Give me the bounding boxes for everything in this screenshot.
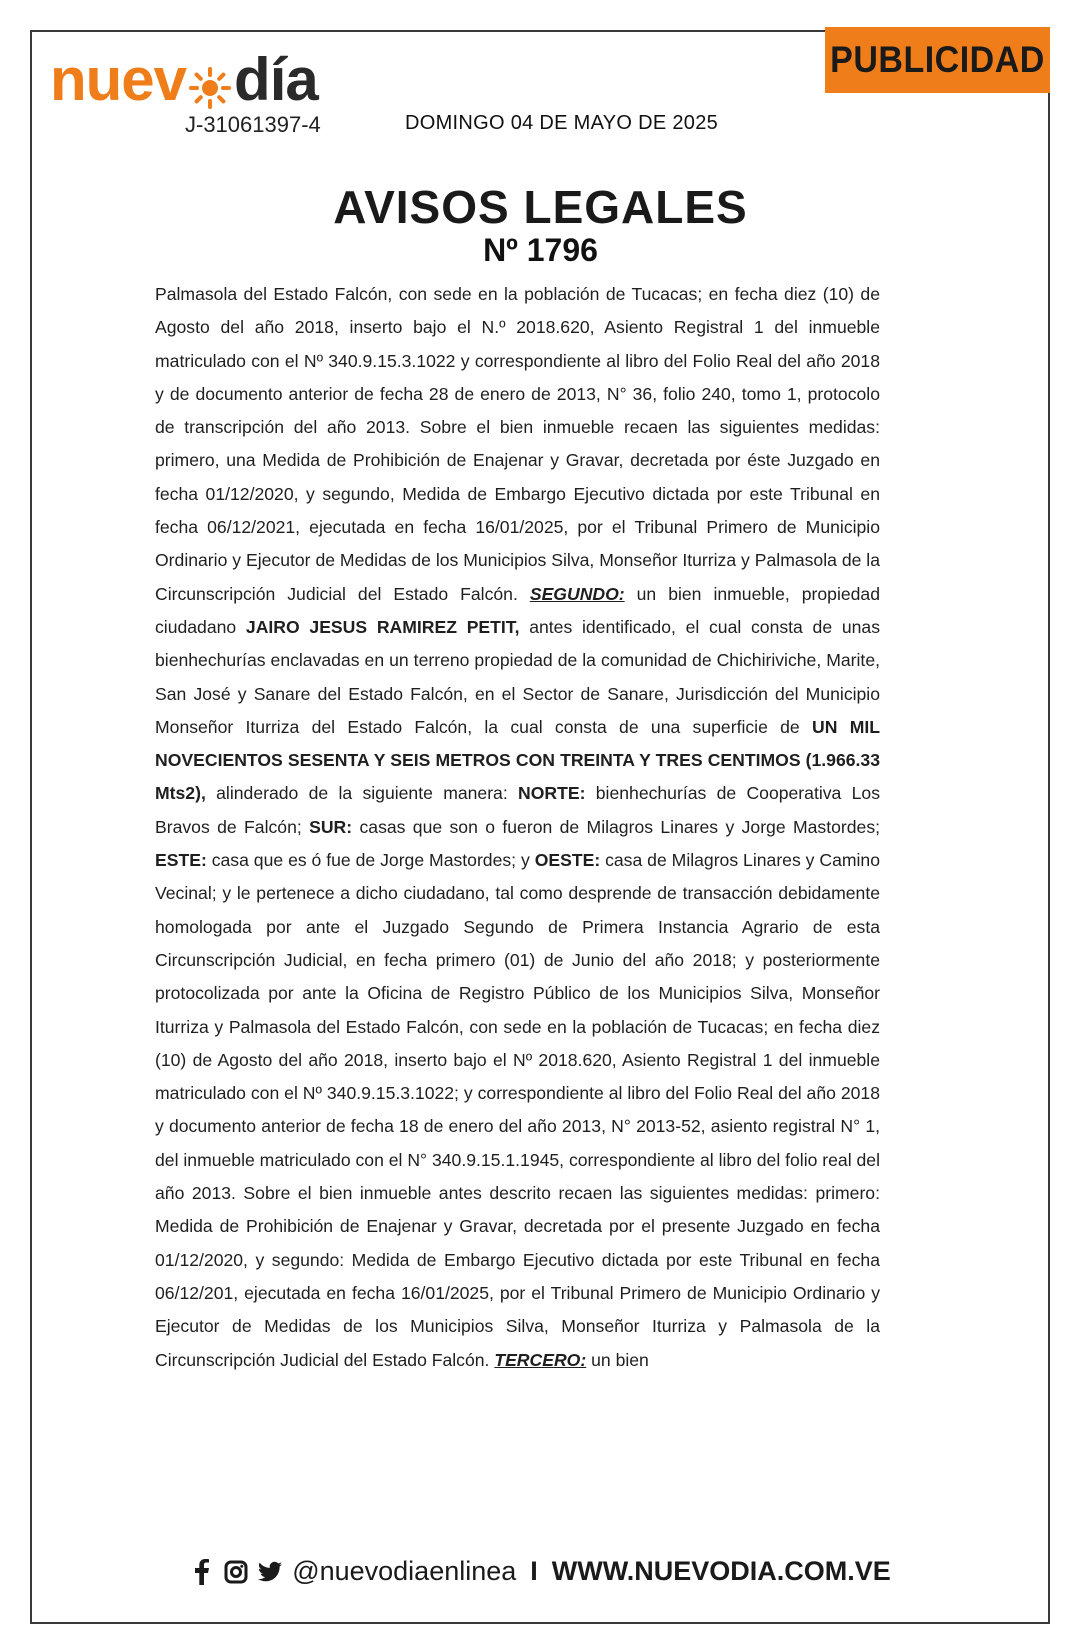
surface-area: UN MIL NOVECIENTOS SESENTA Y SEIS METROS CON TREINTA Y TRES CENTIMOS (1.966.33 Mts2), [155, 716, 880, 804]
footer-separator: I [530, 1556, 538, 1586]
text-run: un bien inmueble, propiedad ciudadano [155, 583, 880, 637]
facebook-icon[interactable] [190, 1559, 214, 1585]
text-run: antes identificado, el cual consta de unas bienhechurías enclavadas en un terreno propiedad de la comunidad de Chichiriviche, Marite, San José y Sanare del Estado Falcón, en el Sector de Sanare, Jurisdicción del Municipio Monseñor Iturriza del Estado Falcón, la cual consta de una superficie de [155, 616, 880, 737]
page-title: AVISOS LEGALES [333, 181, 748, 233]
section-label-segundo: SEGUNDO: [529, 583, 625, 604]
text-run: casas que son o fueron de Milagros Linares y Jorge Mastordes; [352, 816, 881, 837]
text-run: Palmasola del Estado Falcón, con sede en la población de Tucacas; en fecha diez (10) de Agosto del año 2018, inserto bajo el N.º 2018.620, Asiento Registral 1 del inmueble matriculado con el Nº 340.9.15.3.1022 y correspondiente al libro del Folio Real del año 2018 y de documento anterior de fecha 28 de enero de 2013, N° 36, folio 240, tomo 1, protocolo de transcripción del año 2013. Sobre el bien inmueble recaen las siguientes medidas: primero, una Medida de Prohibición de Enajenar y Gravar, decretada por éste Juzgado en fecha 01/12/2020, y segundo, Medida de Embargo Ejecutivo dictada por este Tribunal en fecha 06/12/2021, ejecutada en fecha 16/01/2025, por el Tribunal Primero de Municipio Ordinario y Ejecutor de Medidas de los Municipios Silva, Monseñor Iturriza y Palmasola de la Circunscripción Judicial del Estado Falcón. [155, 284, 880, 604]
boundary-norte-label: NORTE: [518, 783, 586, 804]
notice-number: Nº 1796 [483, 232, 598, 268]
social-handle[interactable]: @nuevodiaenlinea [292, 1556, 517, 1586]
notice-body [155, 278, 880, 1377]
footer [0, 1556, 1081, 1587]
sun-icon [188, 60, 232, 104]
owner-name: JAIRO JESUS RAMIREZ PETIT, [245, 616, 520, 637]
logo-text-left: nuev [50, 46, 187, 113]
website-link[interactable]: WWW.NUEVODIA.COM.VE [551, 1556, 891, 1586]
boundary-este-label: ESTE: [155, 850, 207, 871]
instagram-icon[interactable] [224, 1559, 248, 1585]
text-run: un bien [586, 1349, 649, 1370]
logo-text-right: día [234, 46, 318, 113]
publicidad-badge: PUBLICIDAD [825, 27, 1050, 93]
nuevodia-logo [50, 46, 318, 113]
text-run: bienhechurías de Cooperativa Los Bravos de Falcón; [155, 783, 880, 837]
publication-date: DOMINGO 04 DE MAYO DE 2025 [405, 112, 719, 134]
rif-number: J-31061397-4 [185, 112, 321, 137]
twitter-icon[interactable] [258, 1559, 282, 1585]
text-run: casa de Milagros Linares y Camino Vecinal; y le pertenece a dicho ciudadano, tal como desprende de transacción debidamente homologada por ante el Juzgado Segundo de Primera Instancia Agrario de esta Circunscripción Judicial, en fecha primero (01) de Junio del año 2018; y posteriormente protocolizada por ante la Oficina de Registro Público de los Municipios Silva, Monseñor Iturriza y Palmasola del Estado Falcón, con sede en la población de Tucacas; en fecha diez (10) de Agosto del año 2018, inserto bajo el Nº 2018.620, Asiento Registral 1 del inmueble matriculado con el Nº 340.9.15.3.1022; y correspondiente al libro del Folio Real del año 2018 y documento anterior de fecha 18 de enero del año 2013, N° 2013-52, asiento registral N° 1, del inmueble matriculado con el N° 340.9.15.1.1945, correspondiente al libro del folio real del año 2013. Sobre el bien inmueble antes descrito recaen las siguientes medidas: primero: Medida de Prohibición de Enajenar y Gravar, decretada por el presente Juzgado en fecha 01/12/2020, y segundo: Medida de Embargo Ejecutivo dictada por este Tribunal en fecha 06/12/201, ejecutada en fecha 16/01/2025, por el Tribunal Primero de Municipio Ordinario y Ejecutor de Medidas de los Municipios Silva, Monseñor Iturriza y Palmasola de la Circunscripción Judicial del Estado Falcón. [155, 850, 881, 1370]
text-run: alinderado de la siguiente manera: [205, 783, 519, 804]
notice-paragraph [155, 278, 880, 1377]
boundary-sur-label: SUR: [309, 816, 353, 837]
section-label-tercero: TERCERO: [494, 1349, 587, 1370]
boundary-oeste-label: OESTE: [534, 850, 601, 871]
text-run: casa que es ó fue de Jorge Mastordes; y [206, 850, 535, 871]
